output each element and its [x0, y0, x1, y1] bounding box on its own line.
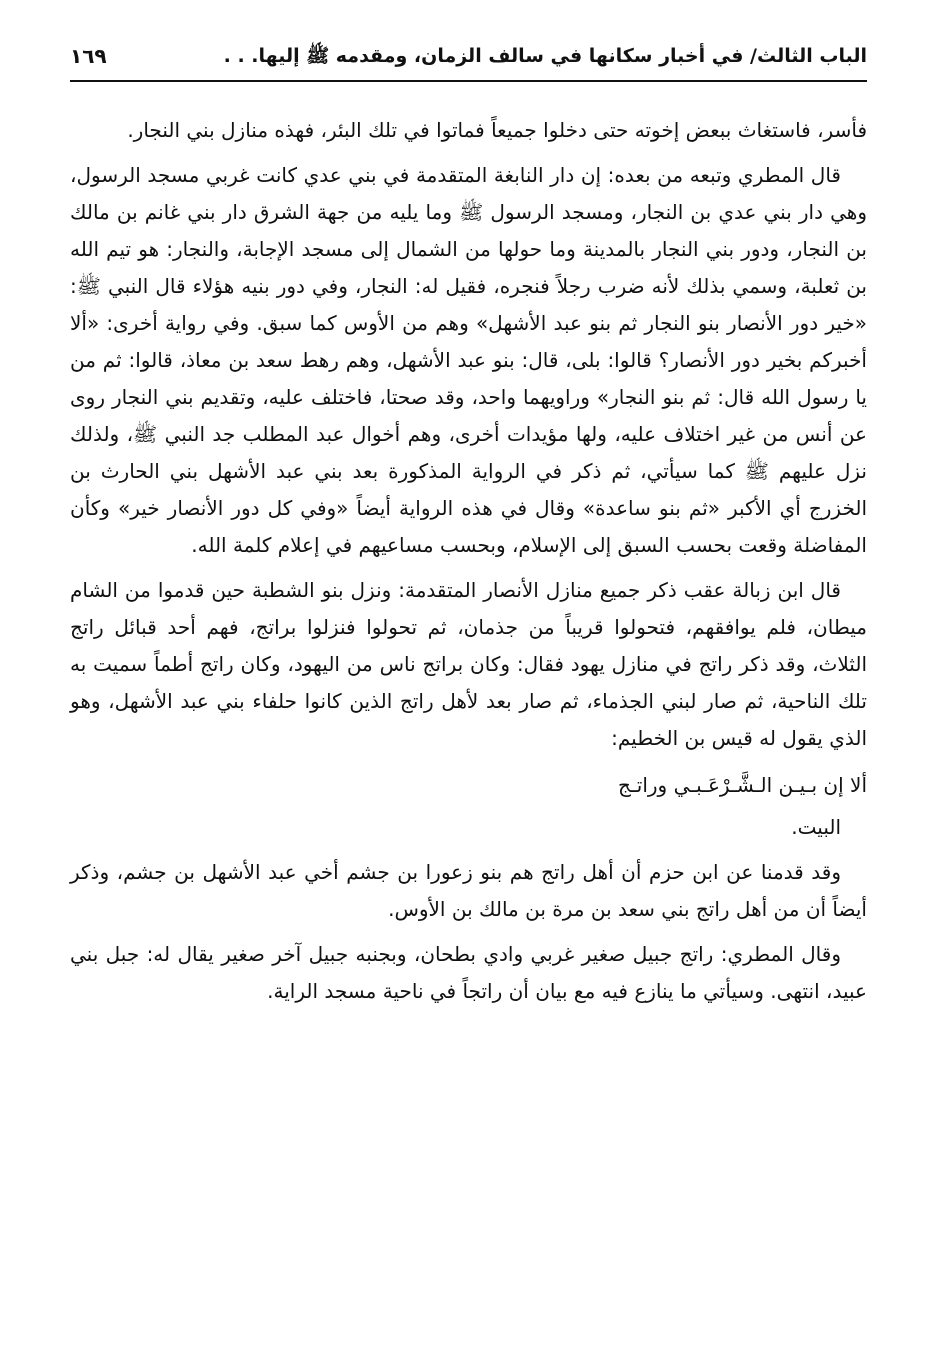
running-header [70, 40, 867, 82]
verse-ending: البيت. [791, 815, 841, 839]
paragraph: وقال المطري: راتج جبيل صغير غربي وادي بطحان، وبجنبه جبيل آخر صغير يقال له: جبل بني عبيد، انتهى. وسيأتي ما ينازع فيه مع بيان أن راتجاً في ناحية مسجد الراية. [70, 942, 867, 1003]
paragraph: قال المطري وتبعه من بعده: إن دار النابغة المتقدمة في بني عدي كانت غربي مسجد الرسول، وهي دار بني عدي بن النجار، ومسجد الرسول ﷺ وما يليه من جهة الشرق دار بني غانم بن مالك بن النجار، ودور بني النجار بالمدينة وما حولها من الشمال إلى مسجد الإجابة، والنجار: هو تيم الله بن ثعلبة، وسمي بذلك لأنه ضرب رجلاً فنجره، فقيل له: النجار، وفي دور بنيه هؤلاء قال النبي ﷺ: «خير دور الأنصار بنو النجار ثم بنو عبد الأشهل» وهم من الأوس كما سبق. وفي رواية أخرى: «ألا أخبركم بخير دور الأنصار؟ قالوا: بلى، قال: بنو عبد الأشهل، وهم رهط سعد بن معاذ، قالوا: ثم من يا رسول الله قال: ثم بنو النجار» وراويهما واحد، وقد صحتا، فاختلف عليه، وتقديم بني النجار روى عن أنس من غير اختلاف عليه، ولها مؤيدات أخرى، وهم أخوال عبد المطلب جد النبي ﷺ، ولذلك نزل عليهم ﷺ كما سيأتي، ثم ذكر في الرواية المذكورة بعد بني عبد الأشهل بني الحارث بن الخزرج أي الأكبر «ثم بنو ساعدة» وقال في هذه الرواية أيضاً «وفي كل دور الأنصار خير» وكأن المفاضلة وقعت بحسب السبق إلى الإسلام، وبحسب مساعيهم في إعلام كلمة الله. [70, 163, 867, 557]
poetry-verse: ألا إن بـيـن الـشَّـرْعَـبـي وراتـج [618, 773, 867, 797]
page-number: ١٦٩ [70, 44, 107, 68]
page-body [70, 112, 867, 1018]
paragraph: قال ابن زبالة عقب ذكر جميع منازل الأنصار المتقدمة: ونزل بنو الشطبة حين قدموا من الشام ميطان، فلم يوافقهم، فتحولوا قريباً من جذمان، ثم تحولوا فنزلوا براتج، فهم أحد قبائل راتج الثلاث، وقد ذكر راتج في منازل يهود فقال: وكان براتج ناس من اليهود، وكان راتج أطماً سميت به تلك الناحية، ثم صار لبني الجذماء، ثم صار بعد لأهل راتج الذين كانوا حلفاء بني عبد الأشهل، وهو الذي يقول له قيس بن الخطيم: [70, 578, 867, 750]
chapter-title: الباب الثالث/ في أخبار سكانها في سالف الزمان، ومقدمه ﷺ إليها. . . [223, 45, 867, 67]
paragraph: فأسر، فاستغاث ببعض إخوته حتى دخلوا جميعاً فماتوا في تلك البئر، فهذه منازل بني النجار. [127, 118, 867, 142]
paragraph: وقد قدمنا عن ابن حزم أن أهل راتج هم بنو زعورا بن جشم أخي عبد الأشهل بن جشم، وذكر أيضاً أن من أهل راتج بني سعد بن مرة بن مالك بن الأوس. [70, 860, 867, 921]
